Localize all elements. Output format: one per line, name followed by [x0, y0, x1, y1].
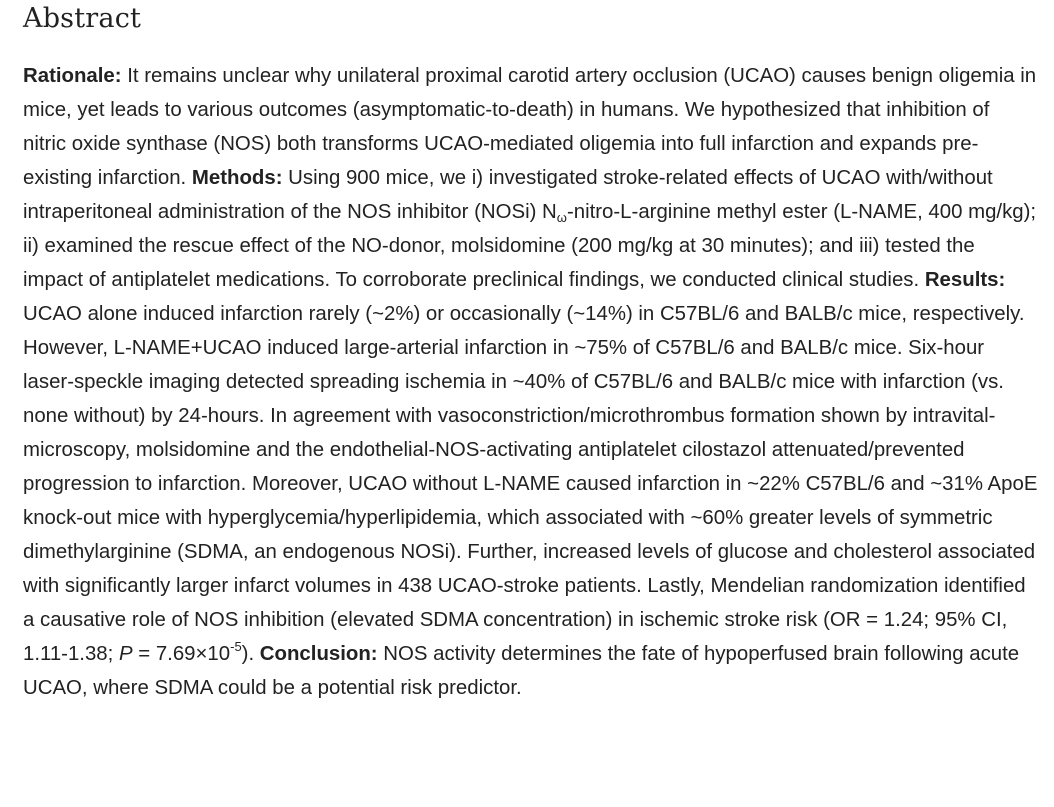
- methods-text-1: Using 900 mice, we i) investigated stroke-related effects of UCAO with/without intraperitoneal administration of the NOS inhibitor (NOSi) N: [23, 167, 993, 223]
- p-value: = 7.69×10: [132, 643, 231, 665]
- results-text: UCAO alone induced infarction rarely (~2%) or occasionally (~14%) in C57BL/6 and BALB/c mice, respectively. However, L-NAME+UCAO induced large-arterial infarction in ~75% of C57BL/6 and BALB/c mice. Six-hour laser-speckle imaging detected spreading ischemia in ~40% of C57BL/6 and BALB/c mice with infarction (vs. none without) by 24-hours. In agreement with vasoconstriction/microthrombus formation shown by intravital-microscopy, molsidomine and the endothelial-NOS-activating antiplatelet cilostazol attenuated/prevented progression to infarction. Moreover, UCAO without L-NAME caused infarction in ~22% C57BL/6 and ~31% ApoE knock-out mice with hyperglycemia/hyperlipidemia, which associated with ~60% greater levels of symmetric dimethylarginine (SDMA, an endogenous NOSi). Further, increased levels of glucose and cholesterol associated with significantly larger infarct volumes in 438 UCAO-stroke patients. Lastly, Mendelian randomization identified a causative role of NOS inhibition (elevated SDMA concentration) in ischemic stroke risk (OR = 1.24; 95% CI, 1.11-1.38;: [23, 303, 1038, 665]
- abstract-paragraph: [23, 59, 1038, 705]
- section-heading: Abstract: [23, 3, 142, 34]
- conclusion-label: Conclusion:: [259, 643, 378, 665]
- p-exponent: -5: [230, 639, 242, 654]
- methods-text-2: -nitro-L-arginine methyl ester (L-NAME, 400 mg/kg); ii) examined the rescue effect of the NO-donor, molsidomine (200 mg/kg at 30 minutes); and iii) tested the impact of antiplatelet medications. To corroborate preclinical findings, we conducted clinical studies.: [23, 201, 1037, 291]
- rationale-text: It remains unclear why unilateral proximal carotid artery occlusion (UCAO) causes benign oligemia in mice, yet leads to various outcomes (asymptomatic-to-death) in humans. We hypothesized that inhibition of nitric oxide synthase (NOS) both transforms UCAO-mediated oligemia into full infarction and expands pre-existing infarction.: [23, 65, 1037, 189]
- omega-subscript: ω: [556, 210, 567, 225]
- abstract-section: [23, 0, 1038, 705]
- p-symbol: P: [118, 643, 133, 665]
- conclusion-text: NOS activity determines the fate of hypoperfused brain following acute UCAO, where SDMA could be a potential risk predictor.: [23, 643, 1020, 699]
- results-label: Results:: [924, 269, 1006, 291]
- methods-label: Methods:: [191, 167, 283, 189]
- rationale-label: Rationale:: [23, 65, 122, 87]
- results-text-end: ).: [241, 643, 260, 665]
